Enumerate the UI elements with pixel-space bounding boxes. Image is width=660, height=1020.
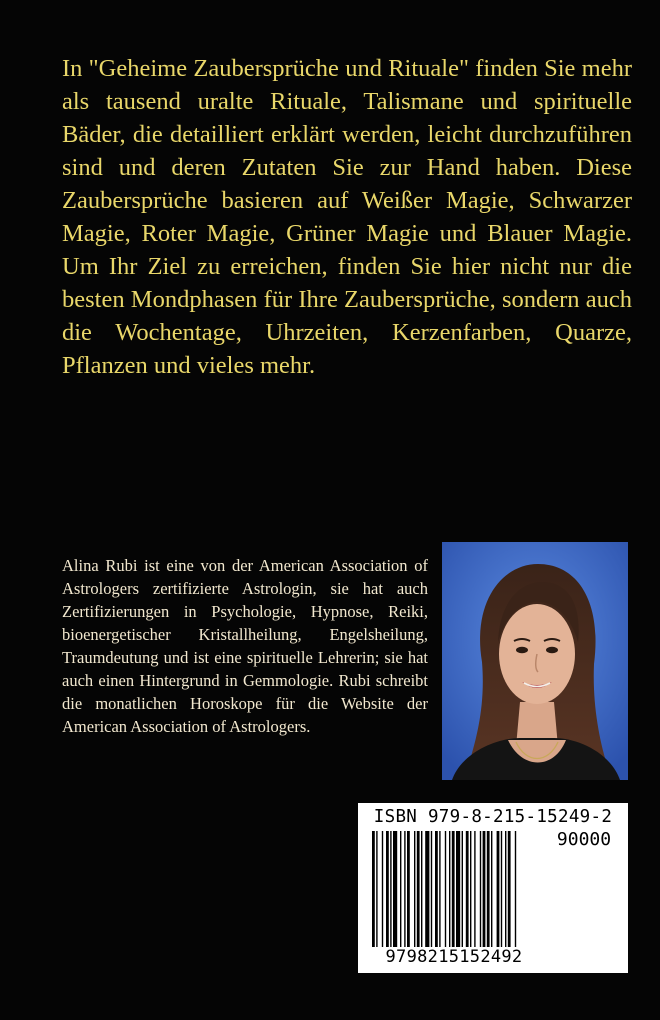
barcode-bars xyxy=(372,831,518,953)
author-bio: Alina Rubi ist eine von der American Association of Astrologers zertifizierte Astrologin, sie hat auch Zertifizierungen in Psychologie, Hypnose, Reiki, bioenergetischer Kristallheilung, Engelsheilung, Traumdeutung und ist eine spirituelle Lehrerin; sie hat auch einen Hintergrund in Gemmologie. Rubi schreibt die monatlichen Horoskope für die Website der American Association of Astrologers. xyxy=(62,556,428,736)
barcode-label xyxy=(358,803,628,973)
back-cover-blurb: In "Geheime Zaubersprüche und Rituale" finden Sie mehr als tausend uralte Rituale, Talismane und spirituelle Bäder, die detailliert erklärt werden, leicht durchzuführen sind und deren Zutaten Sie zur Hand haben. Diese Zaubersprüche basieren auf Weißer Magie, Schwarzer Magie, Roter Magie, Grüner Magie und Blauer Magie. Um Ihr Ziel zu erreichen, finden Sie hier nicht nur die besten Mondphasen für Ihre Zaubersprüche, sondern auch die Wochentage, Uhrzeiten, Kerzenfarben, Quarze, Pflanzen und vieles mehr. xyxy=(62,55,632,379)
author-photo xyxy=(442,542,628,780)
ean-digits: 9798215152492 xyxy=(366,947,542,967)
price-code: 90000 xyxy=(546,829,622,850)
isbn-number: ISBN 979-8-215-15249-2 xyxy=(373,807,613,827)
